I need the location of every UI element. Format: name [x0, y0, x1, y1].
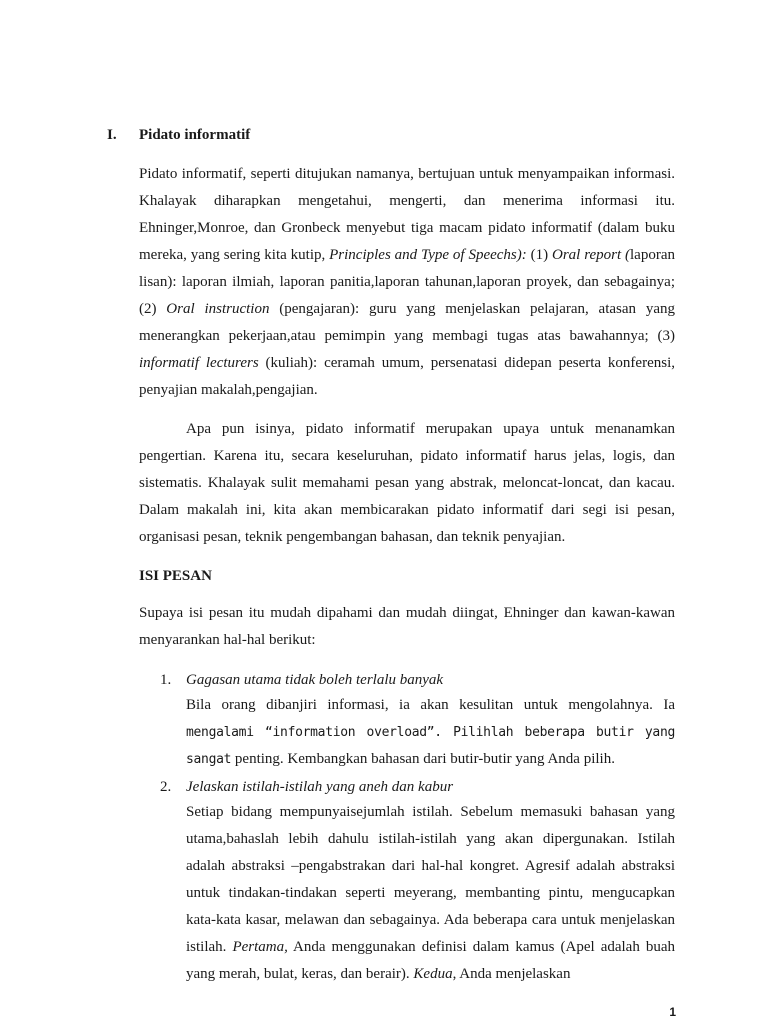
list-item-2-body-text-1: Setiap bidang mempunyaisejumlah istilah. Sebelum memasuki bahasan yang utama,bahaslah lebih dahulu istilah-istilah yang akan dipergunakan. Istilah adalah abstraksi –pengabstrakan dari hal-hal kongret. Agresif adalah abstraksi untuk tindakan-tindakan seperti meyerang, membanting pintu, mengucapkan kata-kata kasar, melawan dan sebagainya. Ada beberapa cara untuk menjelaskan istilah. — [186, 804, 675, 955]
list-item-2-title-text: Jelaskan istilah-istilah yang aneh dan kabur — [186, 779, 454, 795]
section-number: I. — [107, 127, 117, 143]
page-number: 1 — [669, 1005, 676, 1019]
list-item-1-title-text: Gagasan utama tidak boleh terlalu banyak — [186, 672, 444, 688]
subheading-isi-pesan: ISI PESAN — [139, 568, 212, 584]
list-item-2-body-kedua: Kedua — [413, 966, 453, 982]
list-item-1-body-text-1: Bila orang dibanjiri informasi, ia akan kesulitan untuk mengolahnya. Ia — [186, 697, 675, 713]
paragraph-third: Supaya isi pesan itu mudah dipahami dan mudah diingat, Ehninger dan kawan-kawan menyarankan hal-hal berikut: — [139, 605, 675, 648]
paragraph-intro-text-3: laporan lisan): laporan ilmiah, laporan panitia,laporan tahunan,laporan proyek, dan sebagainya; (2) — [139, 247, 675, 317]
paragraph-second: Apa pun isinya, pidato informatif merupakan upaya untuk menanamkan pengertian. Karena itu, secara keseluruhan, pidato informatif harus jelas, logis, dan sistematis. Khalayak sulit memahami pesan yang abstrak, meloncat-loncat, dan kacau. Dalam makalah ini, kita akan membicarakan pidato informatif dari segi isi pesan, organisasi pesan, teknik pengembangan bahasan, dan teknik penyajian. — [139, 421, 675, 545]
section-title: Pidato informatif — [139, 127, 251, 143]
paragraph-intro-text-5: (kuliah): ceramah umum, persenatasi didepan peserta konferensi, penyajian makalah,pengajian. — [139, 355, 675, 398]
section-heading — [107, 125, 250, 145]
list-item-1-body — [186, 692, 675, 773]
list-item-2-body-pertama: Pertama, — [232, 939, 288, 955]
list-item-1-body-text-2: penting. Kembangkan bahasan dari butir-butir yang Anda pilih. — [231, 751, 615, 767]
list-item-2-number: 2. — [160, 779, 172, 795]
list-item-1-body-quote: mengalami “information overload”. Pilihlah beberapa butir yang sangat — [186, 725, 675, 767]
term-oral-report: Oral report ( — [552, 247, 631, 263]
list-item-2-body — [186, 799, 675, 988]
paragraph-intro-text-4: (pengajaran): guru yang menjelaskan pelajaran, atasan yang menerangkan pekerjaan,atau pemimpin yang membagi tugas atas bawahannya; (3) — [139, 301, 676, 344]
term-oral-instruction: Oral instruction — [166, 301, 270, 317]
list-item-2-body-text-2: Anda menggunakan definisi dalam kamus (Apel adalah buah yang merah, bulat, keras, dan berair). — [186, 939, 676, 982]
list-item-1-title — [160, 670, 443, 690]
list-item-2-body-text-3: , Anda menjelaskan — [452, 966, 571, 982]
list-item-1-number: 1. — [160, 672, 172, 688]
term-informatif-lecturers: informatif lecturers — [139, 355, 259, 371]
paragraph-intro — [139, 161, 675, 404]
paragraph-intro-text-2: (1) — [526, 247, 552, 263]
book-title: Principles and Type of Speechs): — [329, 247, 527, 263]
list-item-2-title — [160, 777, 453, 797]
paragraph-intro-text-1: Pidato informatif, seperti ditujukan namanya, bertujuan untuk menyampaikan informasi. Khalayak diharapkan mengetahui, mengerti, dan menerima informasi itu. Ehninger,Monroe, dan Gronbeck menyebut tiga macam pidato informatif (dalam buku mereka, yang sering kita kutip, — [139, 166, 675, 263]
